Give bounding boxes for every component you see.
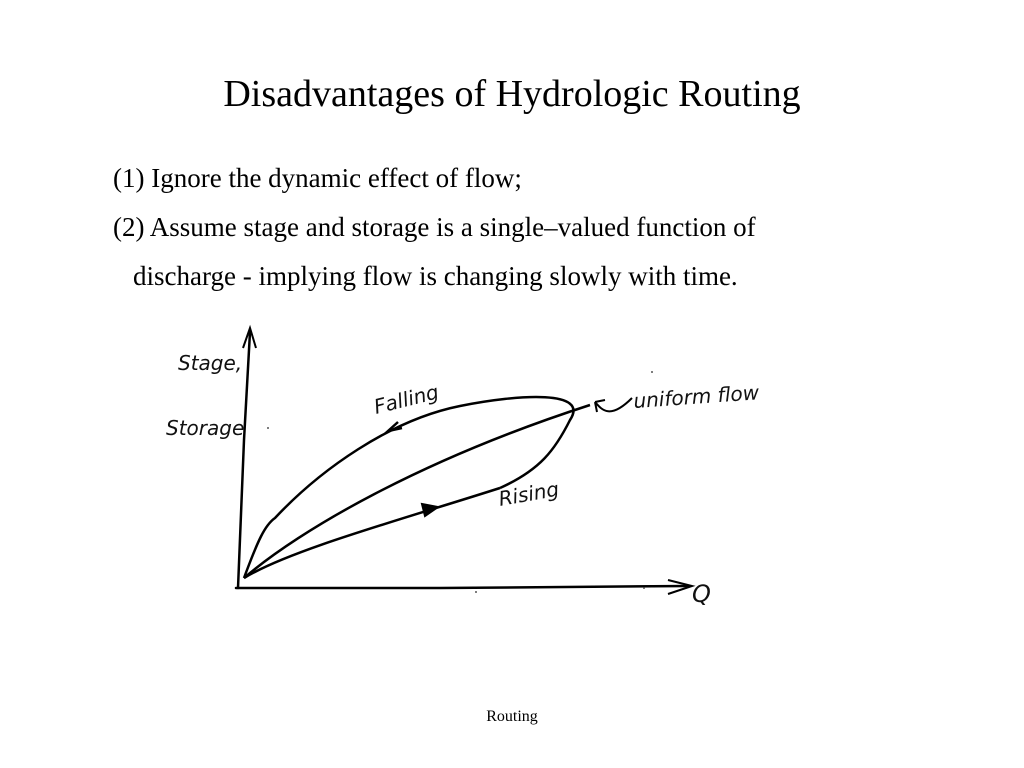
- y-axis-label-line2: Storage: [166, 416, 245, 440]
- x-axis-label: Q: [692, 580, 711, 608]
- rising-curve: [244, 488, 500, 578]
- bullet-2-continuation: discharge - implying flow is changing slowly with time.: [133, 261, 738, 291]
- hysteresis-sketch: [140, 310, 800, 630]
- uniform-flow-pointer: [595, 398, 632, 412]
- x-axis: [236, 586, 688, 588]
- bullet-2: (2) Assume stage and storage is a single–valued function of: [113, 212, 756, 242]
- rising-arrow: [422, 504, 438, 516]
- falling-label: Falling: [371, 379, 442, 419]
- y-axis-label-line1: Stage,: [178, 351, 243, 375]
- sketch-canvas: [140, 310, 800, 630]
- uniform-flow-label: uniform flow: [632, 380, 760, 413]
- bullet-1: (1) Ignore the dynamic effect of flow;: [113, 163, 522, 193]
- footer-text: Routing: [486, 708, 538, 725]
- bullet-list: [113, 154, 756, 301]
- rising-label: Rising: [496, 476, 561, 511]
- slide-title: Disadvantages of Hydrologic Routing: [223, 73, 801, 115]
